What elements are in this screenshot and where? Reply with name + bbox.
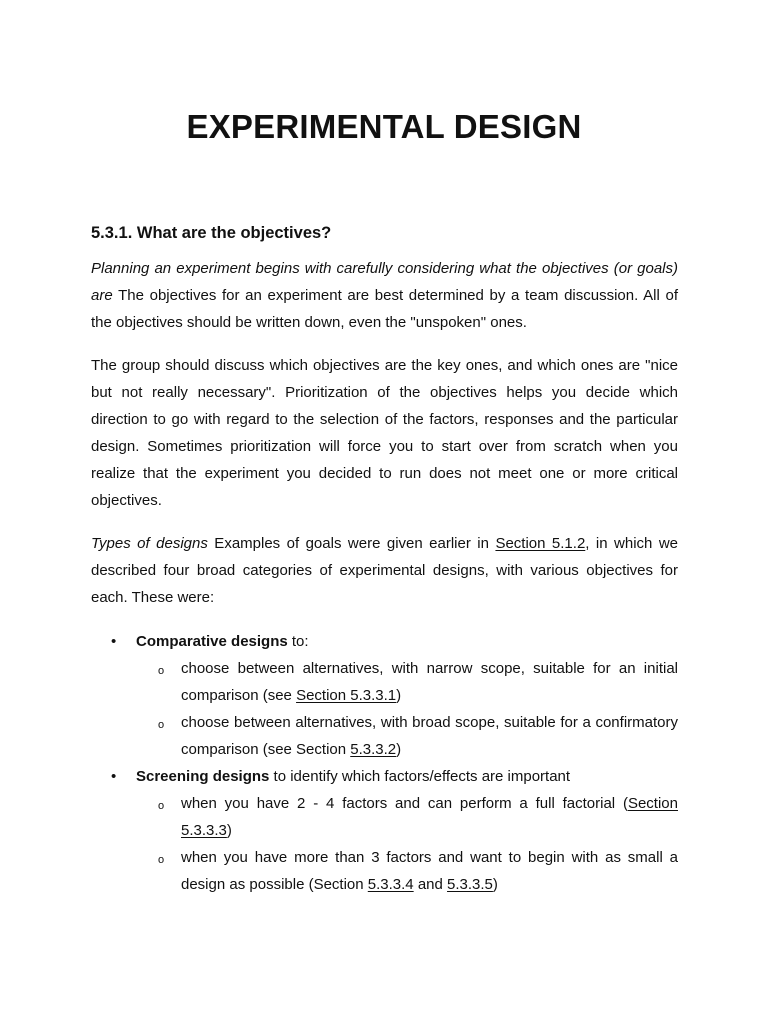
paragraph-objectives bbox=[91, 255, 678, 336]
list-item-rest: to identify which factors/effects are important bbox=[269, 768, 571, 785]
paragraph-lead: Types of designs bbox=[91, 535, 208, 552]
list-item-bold: Screening designs bbox=[136, 768, 270, 785]
sub-item-part: when you have more than 3 factors and want to begin with as small a design as possible (Section bbox=[181, 849, 678, 893]
bullet-icon: • bbox=[111, 768, 117, 785]
sub-item-part: choose between alternatives, with narrow scope, suitable for an initial comparison (see bbox=[181, 660, 678, 704]
sub-item-part: choose between alternatives, with broad scope, suitable for a confirmatory comparison (see Section bbox=[181, 714, 678, 758]
sub-item-part: ) bbox=[396, 687, 402, 704]
sub-bullet-icon: o bbox=[158, 800, 165, 812]
link-section-5-3-3-5[interactable]: 5.3.3.5 bbox=[447, 876, 493, 893]
list-item-text bbox=[136, 628, 309, 655]
sub-bullet-icon: o bbox=[158, 719, 165, 731]
paragraph-text: Examples of goals were given earlier in bbox=[207, 535, 496, 552]
document-title: EXPERIMENTAL DESIGN bbox=[186, 108, 582, 145]
paragraph-text: The objectives for an experiment are best determined by a team discussion. All of the objectives should be written down, even the "unspoken" ones. bbox=[91, 287, 678, 331]
paragraph-prioritization: The group should discuss which objectives are the key ones, and which ones are "nice but not really necessary". Prioritization of the objectives helps you decide which direction to go with regard to the selection of the factors, responses and the particular design. Sometimes prioritization will force you to start over from scratch when you realize that the experiment you decided to run does not meet one or more critical objectives. bbox=[91, 357, 678, 509]
list-item-rest: to: bbox=[287, 633, 309, 650]
bullet-icon: • bbox=[111, 633, 117, 650]
sub-item-text bbox=[181, 655, 678, 709]
list-item-text bbox=[136, 763, 570, 790]
link-section-5-3-3-4[interactable]: 5.3.3.4 bbox=[367, 876, 414, 893]
sub-bullet-icon: o bbox=[158, 854, 165, 866]
sub-item-text bbox=[181, 790, 678, 844]
sub-item-part: ) bbox=[492, 876, 498, 893]
link-section-5-3-3-3[interactable]: Section 5.3.3.3 bbox=[181, 795, 678, 839]
sub-item-part: when you have 2 - 4 factors and can perform a full factorial ( bbox=[181, 795, 628, 812]
sub-item-part: and bbox=[413, 876, 448, 893]
sub-bullet-icon: o bbox=[158, 665, 165, 677]
sub-item-part: ) bbox=[396, 741, 402, 758]
sub-item-text bbox=[181, 709, 678, 763]
link-section-5-1-2[interactable]: Section 5.1.2 bbox=[495, 535, 586, 552]
paragraph-types-of-designs bbox=[91, 530, 678, 611]
section-heading: 5.3.1. What are the objectives? bbox=[91, 224, 332, 242]
paragraph-lead: Planning an experiment begins with carefully considering what the objectives (or goals) are bbox=[91, 260, 678, 304]
list-item-bold: Comparative designs bbox=[136, 633, 288, 650]
paragraph-text: , in which we described four broad categories of experimental designs, with various objectives for each. These were: bbox=[91, 535, 679, 606]
sub-item-part: ) bbox=[226, 822, 232, 839]
link-section-5-3-3-1[interactable]: Section 5.3.3.1 bbox=[296, 687, 397, 704]
link-section-5-3-3-2[interactable]: 5.3.3.2 bbox=[350, 741, 397, 758]
sub-item-text bbox=[181, 844, 678, 898]
